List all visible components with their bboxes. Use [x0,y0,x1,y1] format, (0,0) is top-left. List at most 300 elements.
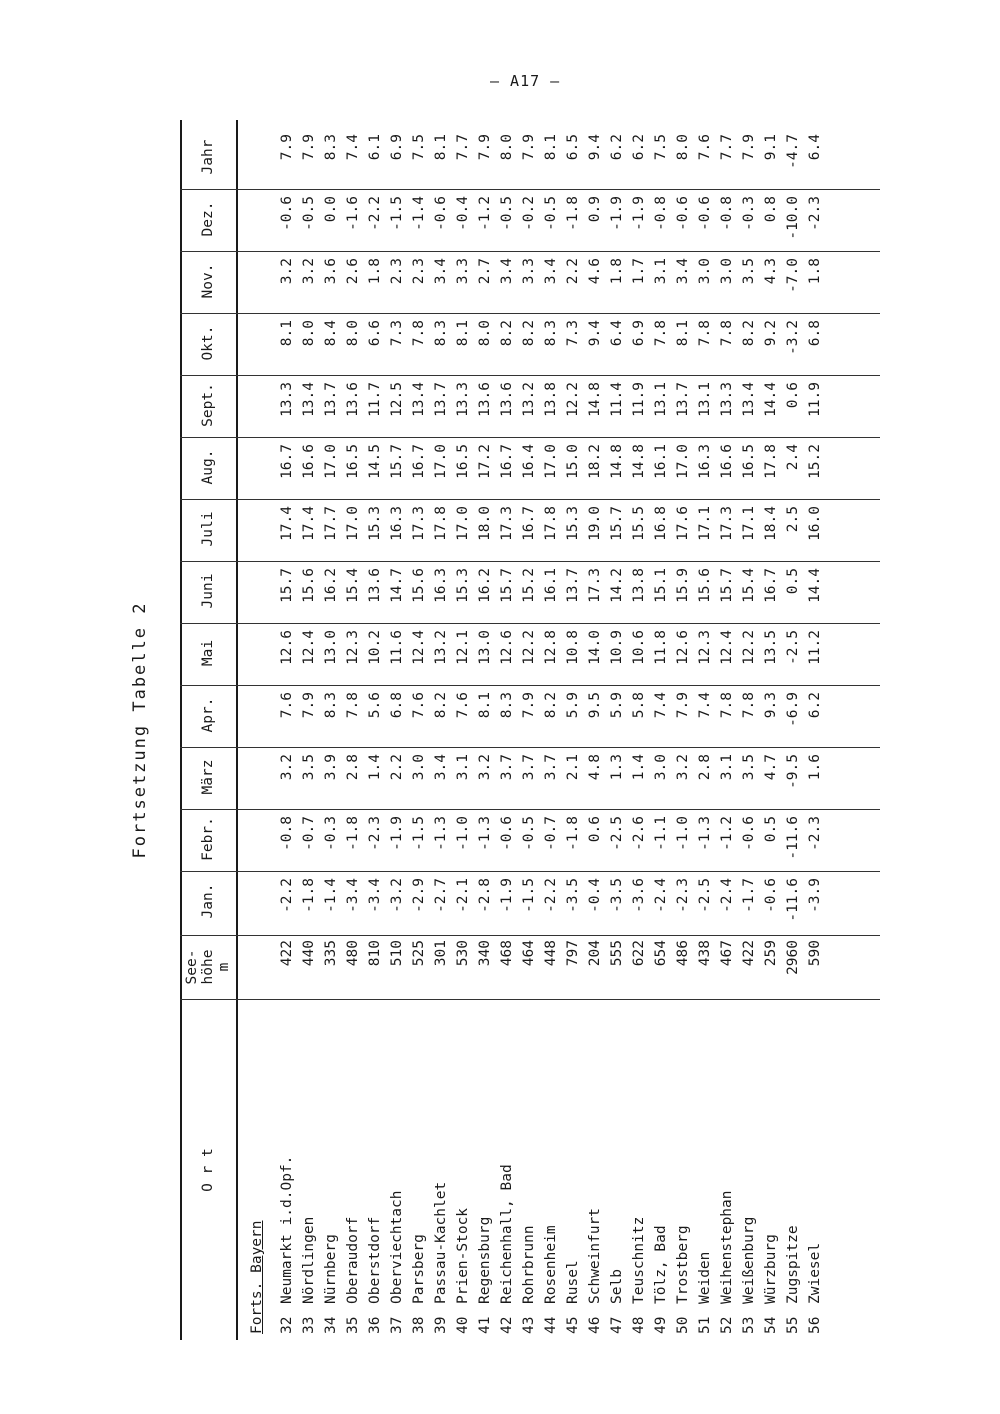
table-row [540,120,562,1340]
station-name: Würzburg [763,1234,779,1304]
temperature-value: 13.2 [433,630,449,665]
table-row [650,120,672,1340]
temperature-value: 15.5 [631,506,647,541]
temperature-value: 2.2 [565,258,581,285]
temperature-value: 0.6 [785,382,801,409]
station-name: Regensburg [477,1216,493,1304]
header-seehoehe-line1: See- [184,949,200,985]
temperature-value: 8.3 [543,320,559,347]
temperature-value: 13.6 [477,382,493,417]
temperature-value: 17.0 [543,444,559,479]
table-title: Fortsetzung Tabelle 2 [130,601,150,859]
temperature-value: 13.7 [565,568,581,603]
temperature-value: 3.4 [675,258,691,285]
temperature-value: -2.2 [543,878,559,913]
temperature-value: 12.5 [389,382,405,417]
temperature-value: 9.3 [763,692,779,719]
temperature-value: 17.7 [323,506,339,541]
temperature-value: 7.6 [455,692,471,719]
station-name: Trostberg [675,1225,691,1304]
temperature-value: 3.4 [499,258,515,285]
temperature-value: 5.9 [565,692,581,719]
header-seehoehe-line2: höhe [200,949,216,985]
temperature-value: -2.2 [279,878,295,913]
station-name: Oberstdorf [367,1216,383,1304]
station-elevation: 467 [719,940,735,967]
station-name: Nürnberg [323,1234,339,1304]
temperature-value: 5.9 [609,692,625,719]
table-row [782,120,804,1340]
temperature-value: 15.6 [301,568,317,603]
temperature-value: 16.1 [653,444,669,479]
temperature-value: 13.7 [675,382,691,417]
station-name: Tölz, Bad [653,1225,669,1304]
temperature-value: 6.9 [631,320,647,347]
header-month: Dez. [200,201,216,237]
temperature-value: 16.1 [543,568,559,603]
temperature-value: -0.3 [323,816,339,851]
temperature-value: -3.5 [609,878,625,913]
header-month: Okt. [200,325,216,361]
temperature-value: 2.8 [345,754,361,781]
temperature-value: 17.8 [433,506,449,541]
temperature-value: 12.1 [455,630,471,665]
temperature-value: 3.5 [741,258,757,285]
station-number: 56 [807,1316,823,1334]
table-row [760,120,782,1340]
temperature-value: 1.8 [367,258,383,285]
temperature-value: 12.2 [521,630,537,665]
temperature-value: 9.4 [587,134,603,161]
temperature-value: -3.9 [807,878,823,913]
temperature-value: -1.7 [741,878,757,913]
temperature-value: 12.4 [719,630,735,665]
temperature-value: 3.3 [521,258,537,285]
temperature-value: 8.2 [433,692,449,719]
temperature-value: 0.5 [785,568,801,595]
station-elevation: 335 [323,940,339,967]
station-name: Selb [609,1269,625,1304]
temperature-value: 16.7 [279,444,295,479]
station-number: 48 [631,1316,647,1334]
station-name: Schweinfurt [587,1207,603,1304]
temperature-value: 8.2 [521,320,537,347]
temperature-value: 15.0 [565,444,581,479]
temperature-value: 16.3 [433,568,449,603]
temperature-value: 15.1 [653,568,669,603]
temperature-value: -2.8 [477,878,493,913]
station-name: Oberaudorf [345,1216,361,1304]
table-row [386,120,408,1340]
header-month: Jan. [200,883,216,919]
temperature-value: 7.8 [719,320,735,347]
temperature-value: 4.7 [763,754,779,781]
temperature-value: 4.3 [763,258,779,285]
station-elevation: 555 [609,940,625,967]
temperature-value: 0.0 [323,196,339,223]
station-name: Prien-Stock [455,1207,471,1304]
temperature-value: 13.3 [279,382,295,417]
temperature-value: 3.1 [653,258,669,285]
temperature-value: 3.5 [741,754,757,781]
temperature-value: 17.4 [301,506,317,541]
temperature-value: -0.6 [763,878,779,913]
temperature-value: 15.7 [609,506,625,541]
temperature-value: 8.0 [301,320,317,347]
temperature-value: 7.6 [411,692,427,719]
temperature-value: 13.4 [741,382,757,417]
station-name: Neumarkt i.d.Opf. [279,1155,295,1304]
temperature-value: 7.8 [653,320,669,347]
station-number: 32 [279,1316,295,1334]
temperature-value: 14.5 [367,444,383,479]
temperature-value: 3.4 [543,258,559,285]
temperature-value: 6.2 [631,134,647,161]
temperature-value: 12.2 [565,382,581,417]
temperature-value: 16.2 [323,568,339,603]
temperature-value: -2.5 [697,878,713,913]
temperature-value: 8.3 [433,320,449,347]
table-row [408,120,430,1340]
temperature-value: 8.0 [675,134,691,161]
header-month: Apr. [200,697,216,733]
station-elevation: 422 [279,940,295,967]
temperature-value: 13.0 [477,630,493,665]
temperature-value: -6.9 [785,692,801,727]
station-name: Oberviechtach [389,1190,405,1304]
temperature-value: 6.9 [389,134,405,161]
temperature-value: 7.9 [675,692,691,719]
temperature-value: 13.8 [543,382,559,417]
temperature-value: 16.4 [521,444,537,479]
header-ort-label: O r t [200,1148,216,1192]
temperature-value: 14.8 [609,444,625,479]
station-elevation: 438 [697,940,713,967]
temperature-value: -0.6 [675,196,691,231]
temperature-value: 11.7 [367,382,383,417]
temperature-value: 15.3 [367,506,383,541]
temperature-value: 17.3 [499,506,515,541]
temperature-value: 2.8 [697,754,713,781]
station-elevation: 654 [653,940,669,967]
temperature-value: 13.1 [697,382,713,417]
temperature-value: 7.3 [389,320,405,347]
station-elevation: 480 [345,940,361,967]
temperature-value: 16.3 [389,506,405,541]
station-elevation: 510 [389,940,405,967]
temperature-value: -0.6 [433,196,449,231]
temperature-value: -1.2 [477,196,493,231]
temperature-value: 16.5 [455,444,471,479]
temperature-value: 7.3 [565,320,581,347]
station-name: Teuschnitz [631,1216,647,1304]
temperature-value: 17.3 [587,568,603,603]
temperature-value: 13.5 [763,630,779,665]
temperature-value: 8.1 [455,320,471,347]
temperature-value: -1.9 [499,878,515,913]
temperature-value: -7.0 [785,258,801,293]
station-elevation: 622 [631,940,647,967]
temperature-value: -1.9 [609,196,625,231]
temperature-value: 12.3 [697,630,713,665]
station-number: 44 [543,1316,559,1334]
temperature-value: -1.8 [301,878,317,913]
temperature-value: 9.4 [587,320,603,347]
temperature-value: -1.0 [675,816,691,851]
temperature-value: 5.8 [631,692,647,719]
temperature-value: -2.5 [609,816,625,851]
temperature-value: 13.7 [433,382,449,417]
temperature-value: 17.2 [477,444,493,479]
station-name: Rosenheim [543,1225,559,1304]
header-seehoehe-unit: m [216,962,232,972]
header-month: Mai [200,639,216,667]
station-elevation: 422 [741,940,757,967]
temperature-value: -0.6 [499,816,515,851]
temperature-value: 8.0 [499,134,515,161]
temperature-value: 15.4 [741,568,757,603]
temperature-value: -1.8 [565,196,581,231]
temperature-value: 3.7 [521,754,537,781]
temperature-value: 13.1 [653,382,669,417]
temperature-value: 3.4 [433,754,449,781]
station-elevation: 525 [411,940,427,967]
temperature-value: -2.3 [675,878,691,913]
temperature-value: 14.8 [587,382,603,417]
temperature-value: 19.0 [587,506,603,541]
temperature-value: -1.4 [411,196,427,231]
temperature-value: 11.9 [807,382,823,417]
temperature-value: 2.7 [477,258,493,285]
table-row [628,120,650,1340]
temperature-value: 16.3 [697,444,713,479]
temperature-value: 7.9 [477,134,493,161]
temperature-value: 8.2 [543,692,559,719]
temperature-value: 17.3 [411,506,427,541]
temperature-value: 15.7 [499,568,515,603]
temperature-value: -1.8 [565,816,581,851]
temperature-value: 13.6 [367,568,383,603]
temperature-value: 15.3 [565,506,581,541]
temperature-value: 17.0 [433,444,449,479]
station-name: Zwiesel [807,1242,823,1304]
temperature-value: 8.1 [675,320,691,347]
temperature-value: 8.1 [543,134,559,161]
temperature-value: 17.1 [697,506,713,541]
station-number: 50 [675,1316,691,1334]
temperature-value: -0.2 [521,196,537,231]
temperature-value: 11.6 [389,630,405,665]
temperature-value: -1.4 [323,878,339,913]
temperature-value: 6.2 [807,692,823,719]
table-row [518,120,540,1340]
temperature-value: 13.8 [631,568,647,603]
temperature-value: -1.9 [389,816,405,851]
temperature-value: 7.4 [697,692,713,719]
temperature-value: 10.6 [631,630,647,665]
temperature-value: 8.1 [279,320,295,347]
temperature-value: 8.3 [499,692,515,719]
station-name: Nördlingen [301,1216,317,1304]
station-elevation: 486 [675,940,691,967]
table-row [606,120,628,1340]
temperature-value: 5.6 [367,692,383,719]
station-number: 55 [785,1316,801,1334]
temperature-value: -2.3 [807,816,823,851]
temperature-value: 11.8 [653,630,669,665]
temperature-value: -0.7 [301,816,317,851]
temperature-value: 1.6 [807,754,823,781]
temperature-value: 6.8 [389,692,405,719]
temperature-value: -3.4 [367,878,383,913]
temperature-value: 13.6 [345,382,361,417]
temperature-value: 3.5 [301,754,317,781]
temperature-value: 7.8 [345,692,361,719]
temperature-value: -0.8 [719,196,735,231]
temperature-value: 13.3 [455,382,471,417]
header-month: Aug. [200,449,216,485]
temperature-value: -2.5 [785,630,801,665]
temperature-value: 7.4 [345,134,361,161]
temperature-value: 7.8 [411,320,427,347]
temperature-value: 17.3 [719,506,735,541]
temperature-value: 15.4 [345,568,361,603]
temperature-value: 15.9 [675,568,691,603]
temperature-value: 1.8 [609,258,625,285]
station-number: 40 [455,1316,471,1334]
temperature-value: 12.6 [279,630,295,665]
temperature-value: 8.0 [477,320,493,347]
temperature-value: -11.6 [785,816,801,860]
temperature-value: 16.7 [499,444,515,479]
station-name: Reichenhall, Bad [499,1164,515,1304]
temperature-value: 7.9 [521,692,537,719]
temperature-value: 3.1 [719,754,735,781]
temperature-value: -10.0 [785,196,801,240]
temperature-value: 6.4 [807,134,823,161]
station-number: 36 [367,1316,383,1334]
table-row [738,120,760,1340]
temperature-value: 4.8 [587,754,603,781]
station-number: 33 [301,1316,317,1334]
station-elevation: 530 [455,940,471,967]
table-row [342,120,364,1340]
temperature-value: 14.2 [609,568,625,603]
temperature-value: 15.3 [455,568,471,603]
station-elevation: 2960 [785,940,801,975]
station-elevation: 301 [433,940,449,967]
temperature-value: -0.5 [521,816,537,851]
temperature-value: 6.4 [609,320,625,347]
header-month: Sept. [200,383,216,427]
temperature-value: -1.3 [433,816,449,851]
temperature-value: 3.6 [323,258,339,285]
temperature-value: -1.9 [631,196,647,231]
table-row [430,120,452,1340]
station-number: 53 [741,1316,757,1334]
station-name: Weihenstephan [719,1190,735,1304]
temperature-value: 16.5 [741,444,757,479]
header-month: Juni [200,573,216,609]
temperature-value: 16.2 [477,568,493,603]
temperature-value: 12.4 [411,630,427,665]
temperature-value: 17.0 [455,506,471,541]
temperature-value: 3.1 [455,754,471,781]
station-elevation: 259 [763,940,779,967]
temperature-value: 10.8 [565,630,581,665]
temperature-value: 1.7 [631,258,647,285]
temperature-value: 17.8 [543,506,559,541]
temperature-value: 14.4 [807,568,823,603]
station-elevation: 440 [301,940,317,967]
station-number: 42 [499,1316,515,1334]
temperature-value: 18.0 [477,506,493,541]
temperature-value: 17.1 [741,506,757,541]
table-row [584,120,606,1340]
temperature-value: 7.9 [741,134,757,161]
temperature-value: 18.4 [763,506,779,541]
rotated-table-page [130,120,890,1340]
temperature-value: -1.5 [411,816,427,851]
station-name: Weiden [697,1251,713,1304]
station-name: Rusel [565,1260,581,1304]
header-seehoehe [180,936,236,998]
temperature-value: -1.3 [697,816,713,851]
station-number: 46 [587,1316,603,1334]
temperature-value: 6.1 [367,134,383,161]
table-header-rule [236,120,238,1340]
station-elevation: 468 [499,940,515,967]
temperature-value: 17.0 [323,444,339,479]
temperature-value: 14.8 [631,444,647,479]
temperature-value: 16.6 [719,444,735,479]
station-number: 34 [323,1316,339,1334]
temperature-value: 3.2 [477,754,493,781]
temperature-value: 8.2 [499,320,515,347]
temperature-value: 2.3 [411,258,427,285]
temperature-value: -0.7 [543,816,559,851]
temperature-value: 16.6 [301,444,317,479]
table-row [298,120,320,1340]
station-name: Weißenburg [741,1216,757,1304]
temperature-value: 2.5 [785,506,801,533]
header-ort [180,1000,236,1340]
temperature-value: 3.4 [433,258,449,285]
temperature-value: 0.6 [587,816,603,843]
temperature-value: -2.9 [411,878,427,913]
temperature-value: 12.4 [301,630,317,665]
temperature-value: -3.2 [785,320,801,355]
temperature-value: 12.6 [675,630,691,665]
table-row [452,120,474,1340]
temperature-value: 13.3 [719,382,735,417]
temperature-value: 0.5 [763,816,779,843]
temperature-value: 10.2 [367,630,383,665]
temperature-value: 13.0 [323,630,339,665]
station-number: 43 [521,1316,537,1334]
temperature-value: -1.8 [345,816,361,851]
temperature-value: 3.0 [697,258,713,285]
temperature-value: 2.3 [389,258,405,285]
temperature-value: 15.7 [389,444,405,479]
temperature-value: -4.7 [785,134,801,169]
temperature-value: 7.9 [521,134,537,161]
temperature-value: 7.8 [697,320,713,347]
temperature-value: 7.9 [301,134,317,161]
temperature-value: 2.4 [785,444,801,471]
temperature-value: 1.4 [631,754,647,781]
temperature-value: 6.2 [609,134,625,161]
